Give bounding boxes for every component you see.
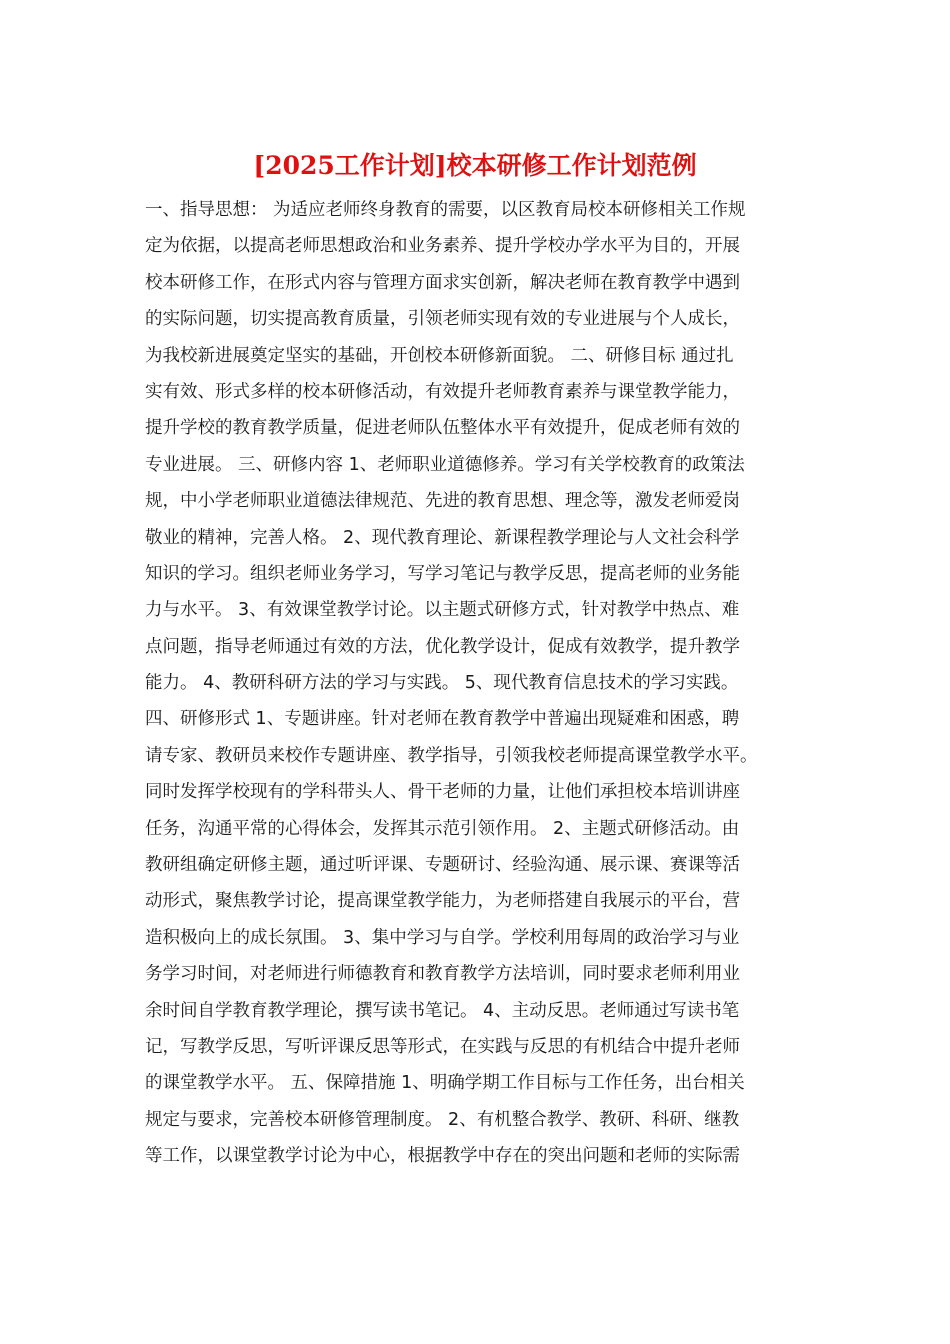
body-text-line: 的课堂教学水平。 五、保障措施 1、明确学期工作目标与工作任务，出台相关	[145, 1073, 745, 1094]
document-body	[145, 192, 805, 1175]
body-text-line: 一、指导思想： 为适应老师终身教育的需要，以区教育局校本研修相关工作规	[145, 200, 746, 220]
body-text-line: 任务，沟通平常的心得体会，发挥其示范引领作用。 2、主题式研修活动。由	[145, 818, 740, 839]
body-text-line: 请专家、教研员来校作专题讲座、教学指导，引领我校老师提高课堂教学水平。	[145, 745, 758, 766]
body-text-line: 点问题，指导老师通过有效的方法，优化教学设计，促成有效教学，提升教学	[145, 636, 740, 657]
body-text-line: 知识的学习。组织老师业务学习，写学习笔记与教学反思，提高老师的业务能	[145, 563, 740, 584]
body-text-line: 造积极向上的成长氛围。 3、集中学习与自学。学校利用每周的政治学习与业	[145, 927, 740, 948]
body-text-line: 敬业的精神，完善人格。 2、现代教育理论、新课程教学理论与人文社会科学	[145, 527, 740, 548]
body-text-line: 为我校新进展奠定坚实的基础，开创校本研修新面貌。 二、研修目标 通过扎	[145, 345, 734, 366]
document-title: [2025工作计划]校本研修工作计划范例	[253, 151, 697, 180]
body-text-line: 余时间自学教育教学理论，撰写读书笔记。 4、主动反思。老师通过写读书笔	[145, 1000, 740, 1021]
body-text-line: 专业进展。 三、研修内容 1、老师职业道德修养。学习有关学校教育的政策法	[145, 454, 745, 475]
body-text-line: 动形式，聚焦教学讨论，提高课堂教学能力，为老师搭建自我展示的平台，营	[145, 891, 740, 912]
body-text-line: 定为依据，以提高老师思想政治和业务素养、提升学校办学水平为目的，开展	[145, 236, 740, 257]
body-text-line: 校本研修工作，在形式内容与管理方面求实创新，解决老师在教育教学中遇到	[145, 272, 740, 293]
body-text-line: 务学习时间，对老师进行师德教育和教育教学方法培训，同时要求老师利用业	[145, 964, 740, 985]
body-text-line: 同时发挥学校现有的学科带头人、骨干老师的力量，让他们承担校本培训讲座	[145, 782, 740, 803]
body-text-line: 能力。 4、教研科研方法的学习与实践。 5、现代教育信息技术的学习实践。	[145, 673, 739, 694]
body-text-line: 四、研修形式 1、专题讲座。针对老师在教育教学中普遍出现疑难和困惑，聘	[145, 709, 740, 730]
body-text-line: 的实际问题，切实提高教育质量，引领老师实现有效的专业进展与个人成长，	[145, 309, 740, 330]
body-text-line: 力与水平。 3、有效课堂教学讨论。以主题式研修方式，针对教学中热点、难	[145, 600, 740, 621]
body-text-line: 记，写教学反思，写听评课反思等形式，在实践与反思的有机结合中提升老师	[145, 1036, 740, 1057]
body-text-line: 规，中小学老师职业道德法律规范、先进的教育思想、理念等，激发老师爱岗	[145, 491, 740, 512]
body-text-line: 等工作，以课堂教学讨论为中心，根据教学中存在的突出问题和老师的实际需	[145, 1146, 740, 1167]
body-text-line: 提升学校的教育教学质量，促进老师队伍整体水平有效提升，促成老师有效的	[145, 418, 740, 439]
body-text-line: 规定与要求，完善校本研修管理制度。 2、有机整合教学、教研、科研、继教	[145, 1109, 740, 1130]
body-text-line: 教研组确定研修主题，通过听评课、专题研讨、经验沟通、展示课、赛课等活	[145, 855, 740, 876]
body-text-line: 实有效、形式多样的校本研修活动，有效提升老师教育素养与课堂教学能力，	[145, 381, 740, 402]
